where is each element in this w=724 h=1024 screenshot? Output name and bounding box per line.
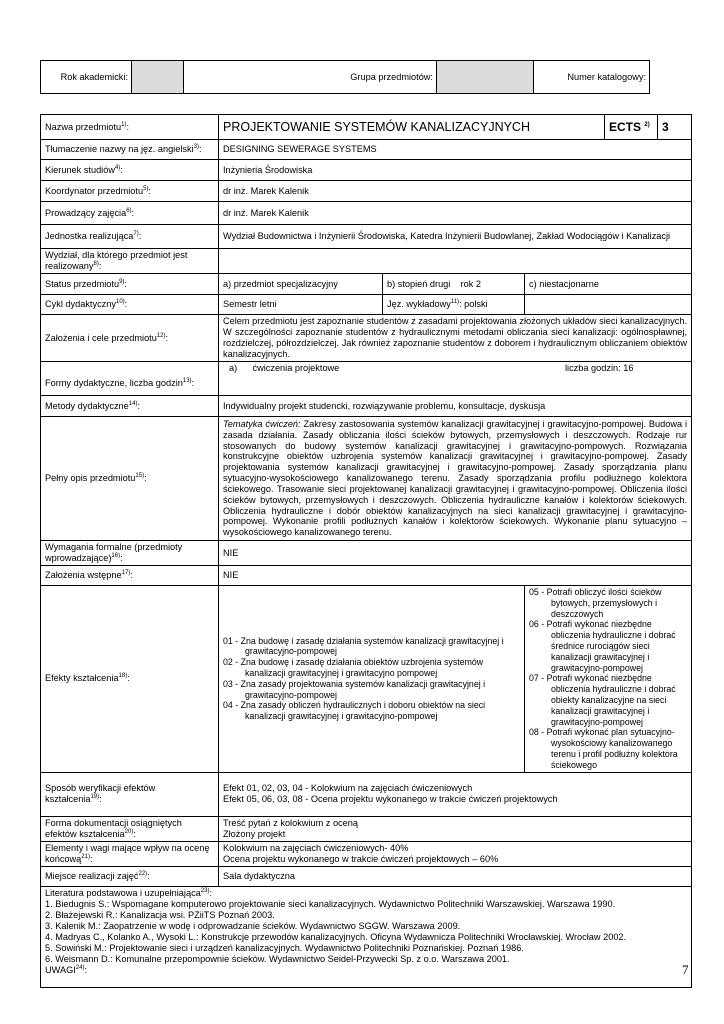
- documentation-line-1: Treść pytań z kolokwium z oceną: [223, 817, 358, 828]
- forms-value: [219, 362, 692, 396]
- cycle-empty: [525, 295, 692, 315]
- direction-label: Kierunek studiów$^{4)}$:: [41, 160, 219, 181]
- row-coordinator: [41, 181, 692, 202]
- literature-item: 3. Kalenik M.: Zaopatrzenie w wodę i odprowadzanie ścieków. Wydawnictwo SGGW. Warszawa 2009.: [45, 920, 461, 931]
- methods-label: Metody dydaktyczne$^{14)}$:: [41, 396, 219, 417]
- grade-line-2: Ocena projektu wykonanego w trakcie ćwiczeń projektowych – 60%: [223, 853, 499, 864]
- status-a: a) przedmiot specjalizacyjny: [219, 274, 383, 295]
- row-formal: [41, 541, 692, 566]
- verification-value: [219, 772, 692, 816]
- faculty-value: [219, 249, 692, 274]
- row-verification: [41, 772, 692, 816]
- subject-name-value: PROJEKTOWANIE SYSTEMÓW KANALIZACYJNYCH: [219, 115, 605, 140]
- documentation-label: Forma dokumentacji osiągniętych efektów kształcenia$^{20)}$:: [41, 816, 219, 841]
- subject-group-value: [437, 61, 534, 94]
- academic-year-value: [132, 61, 184, 94]
- verification-line-2: Efekt 05, 06, 03, 08 - Ocena projektu wykonanego w trakcie ćwiczeń projektowych: [223, 794, 558, 805]
- literature-cell: [41, 886, 692, 987]
- translation-label: Tłumaczenie nazwy na jęz. angielski$^{3)}$:: [41, 140, 219, 160]
- verification-line-1: Efekt 01, 02, 03, 04 - Kolokwium na zajęciach ćwiczeniowych: [223, 783, 473, 794]
- verification-label: Sposób weryfikacji efektów kształcenia$^{19)}$:: [41, 772, 219, 816]
- ects-label: ECTS $^{2)}$: [605, 115, 658, 140]
- literature-item: 5. Sowiński M.: Projektowanie sieci i urządzeń kanalizacyjnych. Wydawnictwo Politechniki Poznańskiej. Poznań 1986.: [45, 942, 524, 953]
- row-forms: [41, 362, 692, 396]
- row-effects: [41, 586, 692, 773]
- subject-name-label: Nazwa przedmiotu$^{1)}$:: [41, 115, 219, 140]
- effects-left: [219, 586, 525, 773]
- lecture-language: Jęz. wykładowy$^{11)}$: polski: [383, 295, 525, 315]
- grade-value: [219, 841, 692, 866]
- effect-02: 02 - Zna budowę i zasadę działania obiektów uzbrojenia systemów kanalizacji grawitacyjnej i grawitacyjno pompowej: [223, 657, 484, 678]
- effect-04: 04 - Zna zasady obliczeń hydraulicznych i doboru obiektów na sieci kanalizacji grawitacyjnej i grawitacyjno-pompowej: [223, 700, 486, 722]
- place-value: Sala dydaktyczna: [219, 866, 692, 886]
- row-cycle: [41, 295, 692, 315]
- documentation-line-2: Złożony projekt: [223, 828, 286, 839]
- row-subject-name: [41, 115, 692, 140]
- forms-label: Formy dydaktyczne, liczba godzin$^{13)}$:: [41, 362, 219, 396]
- documentation-value: [219, 816, 692, 841]
- effect-06: 06 - Potrafi wykonać niezbędne obliczenia hydrauliczne i dobrać średnice rurociągów sieci kanalizacji grawitacyjnej i grawitacyjno-pompowej: [529, 619, 676, 673]
- effect-01: 01 - Zna budowę i zasadę działania systemów kanalizacji grawitacyjnej i grawitacyjno-pompowej: [223, 635, 504, 657]
- effect-07: 07 - Potrafi wykonać niezbędne obliczenia hydrauliczne i dobrać obiekty kanalizacyjne na sieci kanalizacji grawitacyjnej i grawitacyjno-pompowej: [529, 673, 676, 727]
- status-b: b) stopień drugi rok 2: [383, 274, 525, 295]
- effect-08: 08 - Potrafi wykonać plan sytuacyjno-wysokościowy kanalizowanego terenu i profil podłużny kolektora ściekowego: [529, 727, 678, 770]
- prereq-value: NIE: [219, 566, 692, 586]
- grade-line-1: Kolokwium na zajęciach ćwiczeniowych- 40%: [223, 842, 409, 853]
- effect-05: 05 - Potrafi obliczyć ilości ścieków bytowych, przemysłowych i deszczowych: [529, 587, 662, 619]
- goals-value: Celem przedmiotu jest zapoznanie studentów z zasadami projektowania złożonych układów sieci kanalizacyjnych. W szczególności zapoznanie studentów z hydraulicznymi metodami obliczania sieci kanalizacji: ogólnospławnej, rozdzielczej, półrozdzielczej. Jak również zapoznanie studentów z doborem i hydraulicznym obliczaniem obiektów kanalizacyjnych.: [219, 315, 692, 362]
- formal-label: Wymagania formalne (przedmioty wprowadzające)$^{16)}$:: [41, 541, 219, 566]
- effects-label: Efekty kształcenia$^{18)}$:: [41, 586, 219, 773]
- unit-label: Jednostka realizująca$^{7)}$:: [41, 225, 219, 249]
- syllabus-table: [40, 114, 692, 988]
- faculty-label: Wydział, dla którego przedmiot jest realizowany$^{8)}$:: [41, 249, 219, 274]
- status-c: c) niestacjonarne: [525, 274, 692, 295]
- row-faculty: [41, 249, 692, 274]
- direction-value: Inżynieria Środowiska: [219, 160, 692, 181]
- ects-value: 3: [658, 115, 692, 140]
- full-description-label: Pełny opis przedmiotu$^{15)}$:: [41, 417, 219, 541]
- subject-group-label: Grupa przedmiotów:: [184, 61, 437, 94]
- row-literature: [41, 886, 692, 987]
- literature-label: Literatura podstawowa i uzupełniająca$^{23)}$:: [45, 887, 213, 898]
- row-unit: [41, 225, 692, 249]
- status-label: Status przedmiotu$^{9)}$:: [41, 274, 219, 295]
- row-direction: [41, 160, 692, 181]
- formal-value: NIE: [219, 541, 692, 566]
- row-prereq: [41, 566, 692, 586]
- coordinator-value: dr inż. Marek Kalenik: [219, 181, 692, 202]
- teacher-label: Prowadzący zajęcia$^{6)}$:: [41, 202, 219, 225]
- row-grade: [41, 841, 692, 866]
- row-translation: [41, 140, 692, 160]
- academic-year-label: Rok akademicki:: [41, 61, 132, 94]
- forms-item: a) ćwiczenia projektowe: [229, 363, 340, 373]
- header-table: [40, 60, 650, 94]
- place-label: Miejsce realizacji zajęć$^{22)}$:: [41, 866, 219, 886]
- cycle-semester: Semestr letni: [219, 295, 383, 315]
- literature-item: 2. Błażejewski R.: Kanalizacja wsi. PZiiTS Poznań 2003.: [45, 909, 275, 920]
- literature-item: 1. Biedugnis S.: Wspomagane komputerowo projektowanie sieci kanalizacyjnych. Wydawnictwo Politechniki Warszawskiej. Warszawa 1990.: [45, 898, 616, 909]
- grade-label: Elementy i wagi mające wpływ na ocenę końcową$^{21)}$:: [41, 841, 219, 866]
- methods-value: Indywidualny projekt studencki, rozwiązywanie problemu, konsultacje, dyskusja: [219, 396, 692, 417]
- effects-right: [525, 586, 692, 773]
- unit-value: Wydział Budownictwa i Inżynierii Środowiska, Katedra Inżynierii Budowlanej, Zakład Wodociągów i Kanalizacji: [219, 225, 692, 249]
- row-teacher: [41, 202, 692, 225]
- row-status: [41, 274, 692, 295]
- row-methods: [41, 396, 692, 417]
- row-documentation: [41, 816, 692, 841]
- row-full-description: [41, 417, 692, 541]
- forms-hours: liczba godzin: 16: [565, 363, 634, 373]
- effect-03: 03 - Zna zasady projektowania systemów kanalizacji grawitacyjnej i grawitacyjno-pompowej: [223, 678, 486, 700]
- cycle-label: Cykl dydaktyczny$^{10)}$:: [41, 295, 219, 315]
- coordinator-label: Koordynator przedmiotu$^{5)}$:: [41, 181, 219, 202]
- literature-item: 4. Madryas C., Kolanko A., Wysoki L.: Konstrukcje przewodów kanalizacyjnych. Oficyna Wydawnicza Politechniki Wrocławskiej. Wrocław 2002.: [45, 931, 627, 942]
- row-goals: [41, 315, 692, 362]
- catalog-number-label: Numer katalogowy:: [534, 61, 650, 94]
- notes-label: UWAGI$^{24)}$:: [45, 964, 88, 975]
- goals-label: Założenia i cele przedmiotu$^{12)}$:: [41, 315, 219, 362]
- teacher-value: dr inż. Marek Kalenik: [219, 202, 692, 225]
- translation-value: DESIGNING SEWERAGE SYSTEMS: [219, 140, 692, 160]
- full-description-value: Tematyka ćwiczeń: Zakresy zastosowania systemów kanalizacji grawitacyjnej i grawitacyjno-pompowej. Budowa i zasada działania. Zasady obliczania ilości ścieków bytowych, przemysłowych i deszczowych. Rodzaje rur stosowanych do budowy systemów kanalizacji grawitacyjnej i grawitacyjno-pompowych. Rozwiązania konstrukcyjne obiektów uzbrojenia systemów kanalizacji grawitacyjnej i grawitacyjno-pompowej. Zasady projektowania systemów kanalizacji grawitacyjnej i grawitacyjno-pompowej. Zasady sporządzania planu sytuacyjno-wysokościowego kanalizowanego terenu. Zasady sporządzania profilu podłużnego kolektora ściekowego. Trasowanie sieci projektowanej kanalizacji grawitacyjnej i grawitacyjno-pompowej. Obliczenia ilości ścieków bytowych, przemysłowych i deszczowych. Obliczenia hydrauliczne kanałów i kolektorów ściekowych. Obliczenia hydrauliczne i dobór obiektów kanalizacyjnych na sieci kanalizacji grawitacyjnej i grawitacyjno-pompowej. Wykonanie profili podłużnych kanałów i kolektorów ściekowych. Wykonanie planu sytuacyjno – wysokościowego kanalizowanego terenu.: [219, 417, 692, 541]
- literature-item: 6. Weismann D.: Komunalne przepompownie ścieków. Wydawnictwo Seidel-Przywecki Sp. z o.o. Warszawa 2001.: [45, 953, 510, 964]
- prereq-label: Założenia wstępne$^{17)}$:: [41, 566, 219, 586]
- row-place: [41, 866, 692, 886]
- page-number: 7: [682, 962, 689, 977]
